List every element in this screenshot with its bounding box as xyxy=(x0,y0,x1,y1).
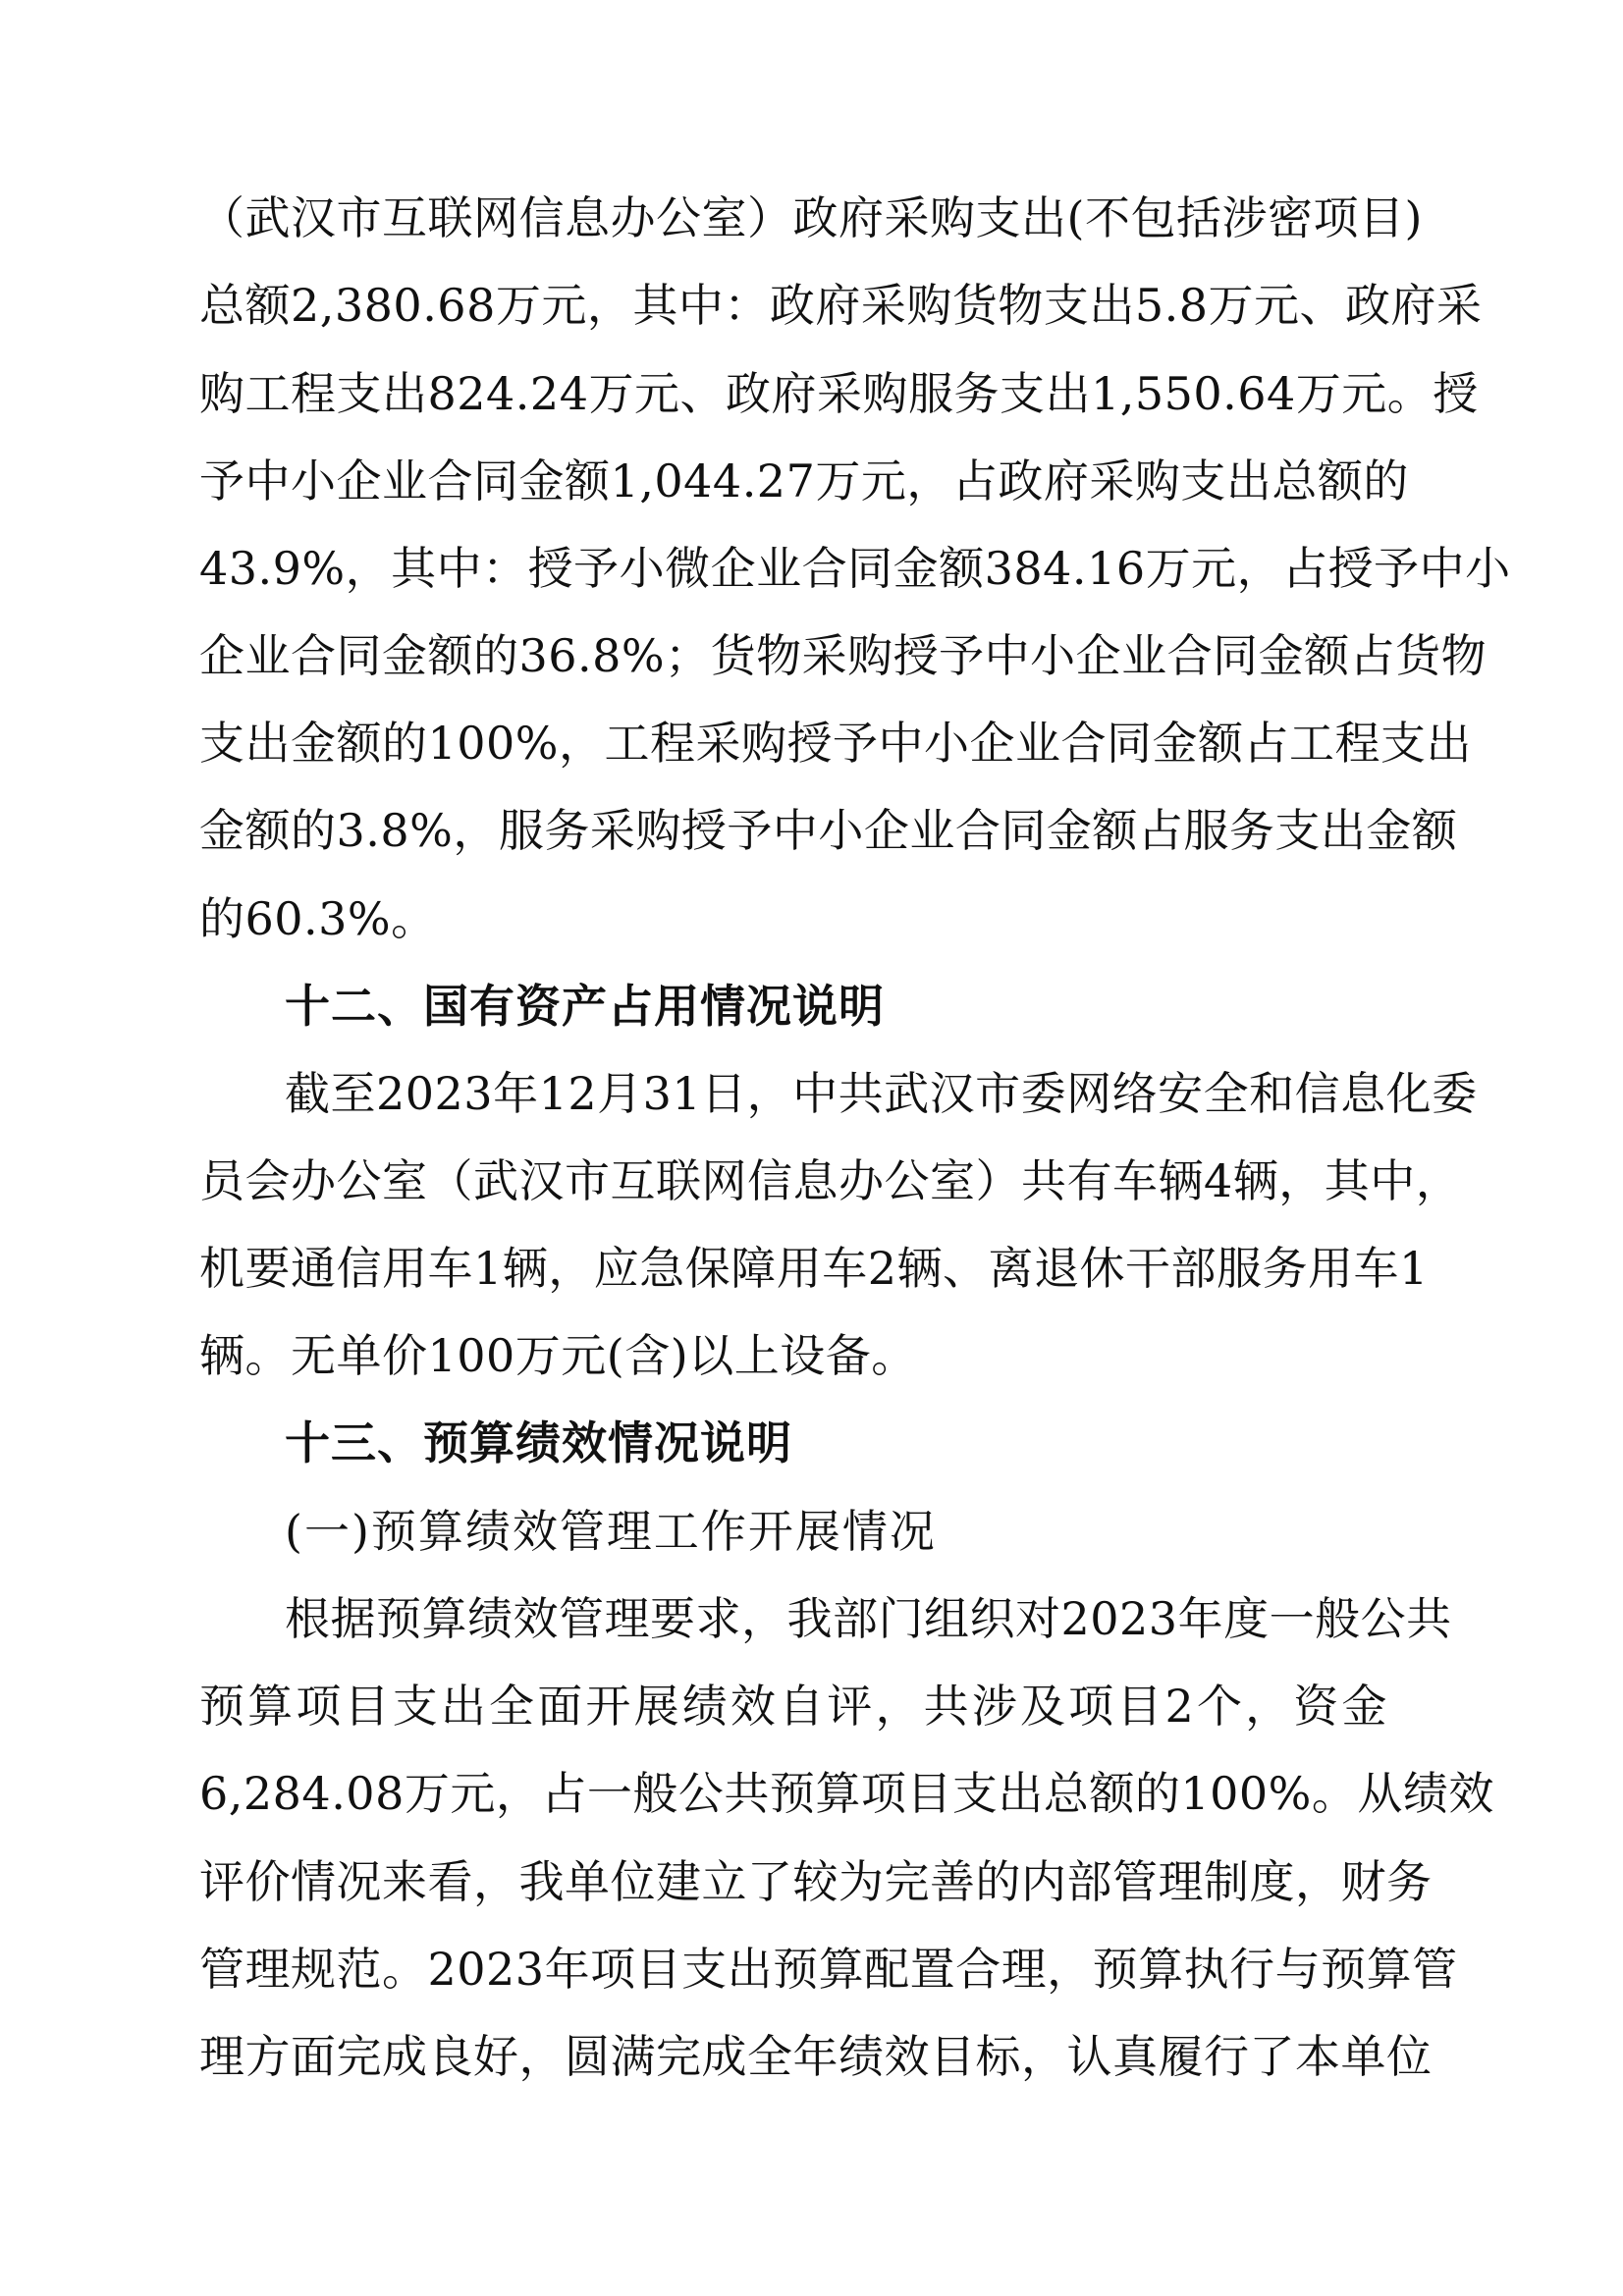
procurement-line-5: 43.9%，其中：授予小微企业合同金额384.16万元，占授予中小 xyxy=(199,542,1511,595)
procurement-line-7: 支出金额的100%，工程采购授予中小企业合同金额占工程支出 xyxy=(199,717,1473,770)
section-13-heading: 十三、预算绩效情况说明 xyxy=(285,1416,792,1469)
section-13-line-2: 预算项目支出全面开展绩效自评，共涉及项目2个，资金 xyxy=(199,1680,1387,1733)
procurement-line-1: （武汉市互联网信息办公室）政府采购支出(不包括涉密项目) xyxy=(199,191,1423,244)
section-12-line-2: 员会办公室（武汉市互联网信息办公室）共有车辆4辆，其中， xyxy=(199,1154,1462,1207)
section-13-line-5: 管理规范。2023年项目支出预算配置合理，预算执行与预算管 xyxy=(199,1943,1458,1996)
procurement-line-3: 购工程支出824.24万元、政府采购服务支出1,550.64万元。授 xyxy=(199,367,1479,420)
section-12-line-1: 截至2023年12月31日，中共武汉市委网络安全和信息化委 xyxy=(285,1067,1478,1120)
section-13-line-6: 理方面完成良好，圆满完成全年绩效目标，认真履行了本单位 xyxy=(199,2030,1433,2083)
section-13-line-3: 6,284.08万元，占一般公共预算项目支出总额的100%。从绩效 xyxy=(199,1767,1494,1820)
procurement-line-2: 总额2,380.68万元，其中：政府采购货物支出5.8万元、政府采 xyxy=(199,279,1483,332)
section-12-line-3: 机要通信用车1辆，应急保障用车2辆、离退休干部服务用车1 xyxy=(199,1242,1429,1295)
section-13-line-4: 评价情况来看，我单位建立了较为完善的内部管理制度，财务 xyxy=(199,1855,1433,1908)
section-13-subheading: (一)预算绩效管理工作开展情况 xyxy=(285,1505,937,1558)
section-13-line-1: 根据预算绩效管理要求，我部门组织对2023年度一般公共 xyxy=(285,1592,1452,1645)
section-12-heading: 十二、国有资产占用情况说明 xyxy=(285,980,885,1033)
section-12-line-4: 辆。无单价100万元(含)以上设备。 xyxy=(199,1329,917,1382)
procurement-line-6: 企业合同金额的36.8%；货物采购授予中小企业合同金额占货物 xyxy=(199,629,1488,682)
procurement-line-9: 的60.3%。 xyxy=(199,892,437,945)
procurement-line-8: 金额的3.8%，服务采购授予中小企业合同金额占服务支出金额 xyxy=(199,804,1458,857)
procurement-line-4: 予中小企业合同金额1,044.27万元，占政府采购支出总额的 xyxy=(199,454,1409,507)
